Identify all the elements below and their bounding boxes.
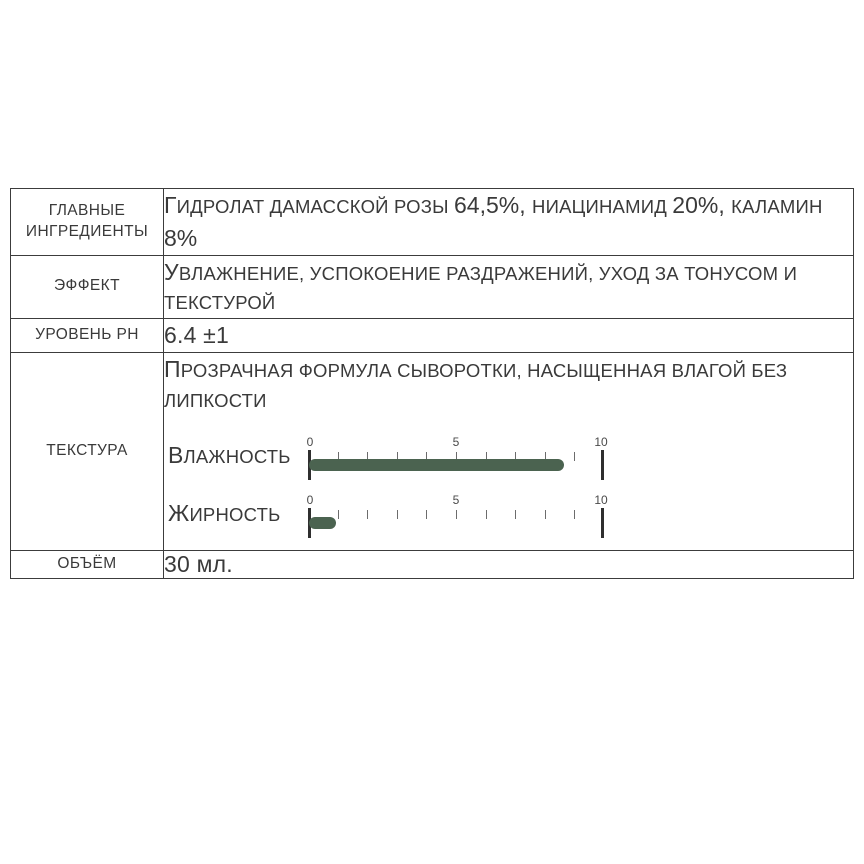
meter-oiliness-ticklabels xyxy=(306,492,608,507)
row-value-texture xyxy=(164,353,854,551)
tick-label-5: 5 xyxy=(452,434,460,449)
ingredient-pct-2: 20%, xyxy=(672,192,732,218)
meter-oiliness-ticks xyxy=(308,510,604,520)
tick-label-10: 10 xyxy=(594,434,608,449)
table-row-ph xyxy=(11,319,854,353)
table-row-effect xyxy=(11,255,854,319)
tick-label-5: 5 xyxy=(452,492,460,507)
texture-meters xyxy=(164,434,853,536)
effect-text: УВЛАЖНЕНИЕ, УСПОКОЕНИЕ РАЗДРАЖЕНИЙ, УХОД ЗА ТОНУСОМ И ТЕКСТУРОЙ xyxy=(164,258,798,314)
row-label-texture: ТЕКСТУРА xyxy=(11,353,164,551)
texture-description-text: ПРОЗРАЧНАЯ ФОРМУЛА СЫВОРОТКИ, НАСЫЩЕННАЯ ВЛАГОЙ БЕЗ ЛИПКОСТИ xyxy=(164,356,788,411)
product-spec-table xyxy=(10,188,854,579)
meter-oiliness xyxy=(168,492,853,536)
ingredient-pct-1: 64,5%, xyxy=(454,192,533,218)
row-label-effect: ЭФФЕКТ xyxy=(11,255,164,319)
ingredient-text-3: КАЛАМИН xyxy=(731,196,823,217)
volume-value: 30 мл. xyxy=(164,550,233,577)
texture-description xyxy=(164,353,853,416)
meter-oiliness-end-cap xyxy=(601,508,604,538)
meter-oiliness-scale xyxy=(306,492,608,536)
meter-hydration xyxy=(168,434,853,478)
row-label-ingredients: ГЛАВНЫЕ ИНГРЕДИЕНТЫ xyxy=(11,189,164,256)
ingredient-pct-3: 8% xyxy=(164,224,198,251)
ingredient-text-2: НИАЦИНАМИД xyxy=(532,196,673,217)
ingredient-text-1: ГИДРОЛАТ ДАМАССКОЙ РОЗЫ xyxy=(164,192,455,218)
tick-label-0: 0 xyxy=(306,492,314,507)
meter-hydration-end-cap xyxy=(601,450,604,480)
tick-label-10: 10 xyxy=(594,492,608,507)
row-value-ingredients xyxy=(164,189,854,256)
meter-hydration-ticklabels xyxy=(306,434,608,449)
row-value-ph xyxy=(164,319,854,353)
row-label-ph: УРОВЕНЬ PH xyxy=(11,319,164,353)
meter-hydration-fill xyxy=(309,459,564,471)
meter-hydration-scale xyxy=(306,434,608,478)
row-label-volume: ОБЪЁМ xyxy=(11,550,164,578)
table-row-ingredients xyxy=(11,189,854,256)
row-value-volume xyxy=(164,550,854,578)
meter-oiliness-label: ЖИРНОСТЬ xyxy=(168,500,281,527)
table-row-texture xyxy=(11,353,854,551)
meter-oiliness-fill xyxy=(309,517,336,529)
meter-hydration-label: ВЛАЖНОСТЬ xyxy=(168,442,291,469)
row-value-effect xyxy=(164,255,854,319)
tick-label-0: 0 xyxy=(306,434,314,449)
table-row-volume xyxy=(11,550,854,578)
ph-value: 6.4 ±1 xyxy=(164,322,229,349)
